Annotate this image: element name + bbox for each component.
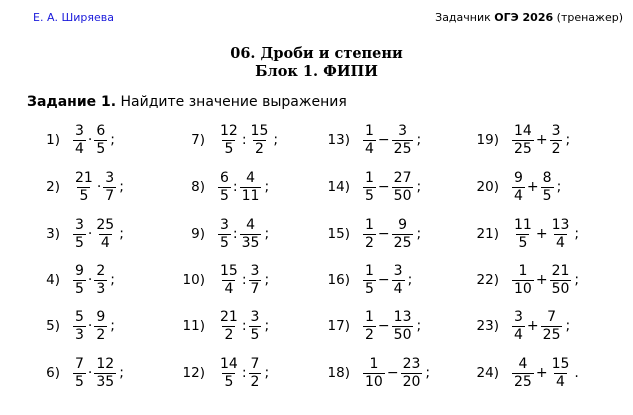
fraction [94,124,107,156]
problem-number: 4) [46,272,60,288]
problem-item [20,164,124,210]
problem-expression [511,124,570,156]
numerator: 21 [220,308,238,325]
denominator: 50 [551,280,570,297]
numerator: 3 [514,308,523,325]
denominator: 5 [250,326,260,343]
operator: + [535,365,548,381]
denominator: 10 [514,280,532,297]
numerator: 4 [246,169,256,186]
fraction [363,218,376,250]
fraction [94,310,107,342]
numerator: 4 [518,355,528,372]
fraction [512,171,525,203]
operator: : [241,132,247,148]
operator: : [241,318,247,334]
operator: + [526,179,539,195]
fraction [103,171,116,203]
numerator: 3 [250,308,260,325]
numerator: 12 [96,355,115,372]
terminator: ; [574,272,580,288]
fraction [392,310,414,342]
problem-number: 18) [327,365,350,381]
fraction [94,218,116,250]
denominator: 5 [224,373,234,390]
problem-number: 12) [182,365,205,381]
denominator: 25 [393,234,412,251]
terminator: ; [556,179,562,195]
problem-number: 16) [327,272,350,288]
numerator: 3 [75,122,84,139]
operator: : [241,365,247,381]
denominator: 2 [365,234,374,251]
terminator: ; [416,226,422,242]
denominator: 5 [79,187,89,204]
fraction [512,124,534,156]
terminator: ; [119,179,124,195]
operator: + [535,272,548,288]
fraction [512,264,534,296]
operator: − [377,226,390,242]
denominator: 4 [514,187,523,204]
problem-number: 13) [327,132,350,148]
numerator: 5 [75,308,84,325]
problem-item [459,257,579,303]
terminator: ; [407,272,413,288]
problem-item [312,117,421,163]
terminator: ; [273,132,279,148]
numerator: 23 [402,355,421,372]
problem-number: 2) [46,179,60,195]
page-title: 06. Дроби и степени [230,45,403,62]
numerator: 11 [514,216,532,233]
header-book-title [435,11,623,24]
problem-number: 22) [476,272,499,288]
problem-item [167,164,269,210]
numerator: 8 [542,169,552,186]
problem-item [20,257,115,303]
denominator: 4 [556,234,565,251]
denominator: 25 [393,140,412,157]
fraction [392,264,405,296]
denominator: 35 [96,373,115,390]
problem-expression [72,218,124,250]
problem-expression [511,264,579,296]
problem-number: 9) [191,226,205,242]
terminator: ; [416,132,422,148]
denominator: 5 [224,140,234,157]
denominator: 35 [241,234,260,251]
denominator: 2 [224,326,234,343]
problem-number: 3) [46,226,60,242]
numerator: 1 [369,355,379,372]
problem-number: 23) [476,318,499,334]
fraction [550,218,572,250]
numerator: 6 [220,169,229,186]
numerator: 2 [96,262,106,279]
operator: · [87,272,93,288]
numerator: 9 [96,308,106,325]
problem-number: 1) [46,132,60,148]
fraction [392,171,414,203]
problem-item [312,257,412,303]
denominator: 7 [105,187,115,204]
problem-expression [72,357,124,389]
task-heading [27,94,347,110]
numerator: 27 [393,169,412,186]
denominator: 5 [518,234,528,251]
operator: − [377,272,390,288]
operator: + [526,318,539,334]
problem-expression [217,357,269,389]
terminator: ; [264,318,270,334]
fraction [363,310,376,342]
problem-item [312,350,430,396]
problem-expression [217,124,278,156]
numerator: 15 [220,262,238,279]
book-exam: ОГЭ 2026 [494,11,554,24]
problem-expression [362,171,421,203]
numerator: 13 [551,216,570,233]
problem-item [312,211,421,257]
fraction [392,218,414,250]
problem-expression [217,310,269,342]
numerator: 3 [250,262,260,279]
problem-item [459,350,579,396]
problem-number: 20) [476,179,499,195]
fraction [73,124,86,156]
terminator: ; [110,272,116,288]
numerator: 9 [514,169,523,186]
problem-item [459,164,561,210]
fraction [550,124,563,156]
fraction [218,357,240,389]
numerator: 15 [250,122,269,139]
book-prefix: Задачник [435,11,495,24]
fraction [73,264,86,296]
terminator: ; [264,272,270,288]
numerator: 3 [398,122,408,139]
numerator: 7 [75,355,84,372]
problem-item [312,164,421,210]
problem-number: 5) [46,318,60,334]
denominator: 5 [75,234,84,251]
denominator: 2 [96,326,106,343]
numerator: 14 [220,355,238,372]
page-subtitle: Блок 1. ФИПИ [255,63,378,80]
problem-number: 8) [191,179,205,195]
book-suffix: (тренажер) [553,11,623,24]
problem-number: 10) [182,272,205,288]
denominator: 4 [556,373,565,390]
numerator: 3 [75,216,84,233]
numerator: 6 [96,122,106,139]
fraction [512,310,525,342]
fraction [363,357,385,389]
problem-expression [362,310,421,342]
numerator: 13 [393,308,412,325]
operator: + [535,226,548,242]
fraction [73,171,95,203]
problem-expression [72,171,124,203]
operator: − [377,132,390,148]
denominator: 2 [255,140,264,157]
problem-item [20,211,124,257]
denominator: 7 [250,280,260,297]
problem-item [459,211,579,257]
denominator: 5 [220,187,229,204]
operator: − [377,318,390,334]
numerator: 3 [393,262,403,279]
problem-expression [511,218,579,250]
denominator: 3 [96,280,106,297]
numerator: 15 [551,355,570,372]
denominator: 4 [100,234,110,251]
numerator: 25 [96,216,115,233]
terminator: ; [565,318,571,334]
terminator: ; [110,318,116,334]
denominator: 5 [75,280,84,297]
problem-item [20,350,124,396]
problem-expression [511,171,561,203]
problem-number: 17) [327,318,350,334]
problem-number: 19) [476,132,499,148]
problem-item [312,303,421,349]
terminator: ; [416,179,422,195]
operator: : [232,179,238,195]
denominator: 50 [393,326,412,343]
denominator: 5 [365,187,374,204]
problem-number: 7) [191,132,205,148]
numerator: 12 [220,122,238,139]
problem-expression [362,124,421,156]
problem-item [167,211,269,257]
denominator: 4 [514,326,523,343]
fraction [94,264,107,296]
fraction [512,357,534,389]
denominator: 2 [365,326,374,343]
operator: · [96,179,102,195]
denominator: 10 [365,373,383,390]
numerator: 14 [514,122,532,139]
denominator: 4 [393,280,403,297]
numerator: 1 [518,262,528,279]
terminator: ; [110,132,116,148]
numerator: 3 [105,169,115,186]
terminator: ; [119,226,124,242]
fraction [240,171,262,203]
fraction [392,124,414,156]
fraction [541,310,563,342]
problem-expression [511,357,579,389]
problem-expression [217,218,269,250]
problem-item [167,257,269,303]
fraction [73,218,86,250]
fraction [249,264,262,296]
fraction [94,357,116,389]
problem-item [459,117,570,163]
problem-item [167,303,269,349]
fraction [249,357,262,389]
denominator: 2 [551,140,561,157]
problem-expression [217,264,269,296]
numerator: 1 [365,262,374,279]
terminator: ; [574,226,580,242]
task-text: Найдите значение выражения [116,94,347,110]
problem-expression [72,264,115,296]
denominator: 50 [393,187,412,204]
operator: − [386,365,399,381]
problem-expression [362,264,412,296]
operator: : [241,272,247,288]
numerator: 9 [75,262,84,279]
problem-item [167,117,278,163]
denominator: 5 [220,234,229,251]
denominator: 5 [365,280,374,297]
denominator: 25 [514,140,532,157]
numerator: 1 [365,122,374,139]
numerator: 21 [551,262,570,279]
terminator: ; [416,318,422,334]
denominator: 4 [224,280,234,297]
fraction [541,171,554,203]
problem-item [459,303,570,349]
numerator: 1 [365,169,374,186]
operator: + [535,132,548,148]
numerator: 1 [365,216,374,233]
operator: · [87,365,93,381]
fraction [550,357,572,389]
problem-expression [72,124,115,156]
fraction [512,218,534,250]
numerator: 4 [246,216,256,233]
denominator: 4 [75,140,84,157]
problem-expression [362,218,421,250]
terminator: ; [264,179,270,195]
fraction [218,310,240,342]
problem-expression [362,357,430,389]
numerator: 1 [365,308,374,325]
operator: : [232,226,238,242]
terminator: ; [425,365,431,381]
denominator: 25 [542,326,561,343]
fraction [240,218,262,250]
fraction [73,310,86,342]
problem-item [167,350,269,396]
fraction [249,124,271,156]
author-name: Е. А. Ширяева [33,11,114,24]
operator: − [377,179,390,195]
problem-number: 11) [182,318,205,334]
terminator: ; [264,365,270,381]
terminator: ; [119,365,124,381]
fraction [550,264,572,296]
fraction [218,124,240,156]
numerator: 3 [220,216,229,233]
fraction [73,357,86,389]
denominator: 20 [402,373,421,390]
operator: · [87,132,93,148]
fraction [218,218,231,250]
denominator: 5 [96,140,106,157]
denominator: 3 [75,326,84,343]
denominator: 11 [241,187,260,204]
numerator: 7 [250,355,260,372]
problem-number: 21) [476,226,499,242]
operator: · [87,318,93,334]
problem-number: 24) [476,365,499,381]
denominator: 2 [250,373,260,390]
numerator: 3 [551,122,561,139]
fraction [363,171,376,203]
fraction [363,264,376,296]
fraction [218,264,240,296]
task-label: Задание 1. [27,94,117,110]
problem-number: 15) [327,226,350,242]
fraction [401,357,423,389]
numerator: 7 [547,308,557,325]
problem-item [20,117,115,163]
problem-item [20,303,115,349]
denominator: 5 [75,373,84,390]
denominator: 5 [542,187,552,204]
terminator: . [574,365,579,381]
numerator: 21 [75,169,93,186]
problem-expression [217,171,269,203]
problem-expression [72,310,115,342]
denominator: 4 [365,140,374,157]
problem-expression [511,310,570,342]
operator: · [87,226,93,242]
numerator: 9 [398,216,408,233]
problem-number: 6) [46,365,60,381]
problem-number: 14) [327,179,350,195]
denominator: 25 [514,373,532,390]
fraction [249,310,262,342]
fraction [218,171,231,203]
fraction [363,124,376,156]
terminator: ; [264,226,270,242]
terminator: ; [565,132,571,148]
